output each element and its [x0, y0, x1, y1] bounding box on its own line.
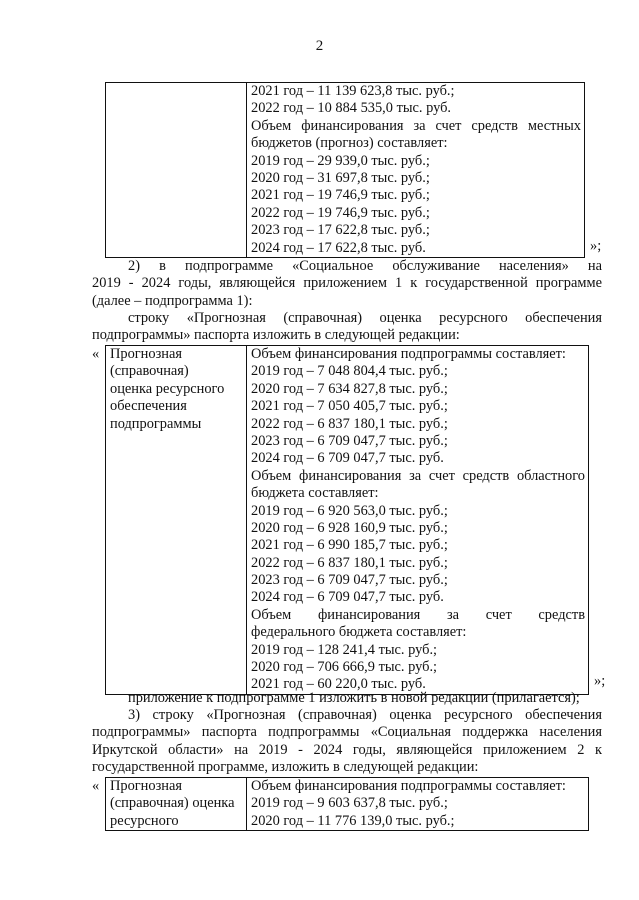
table2-line: 2020 год – 7 634 827,8 тыс. руб.; [251, 380, 448, 397]
table2-line: 2024 год – 6 709 047,7 тыс. руб. [251, 589, 444, 606]
table3-open-quote: « [92, 778, 100, 794]
table1-line: 2019 год – 29 939,0 тыс. руб.; [251, 152, 430, 169]
page-number: 2 [315, 38, 324, 54]
table2-line: 2019 год – 7 048 804,4 тыс. руб.; [251, 363, 448, 380]
table2-line: Объем финансирования за счет средств областного [251, 467, 585, 484]
table1-line: 2023 год – 17 622,8 тыс. руб.; [251, 222, 430, 239]
table3-line: 2020 год – 11 776 139,0 тыс. руб.; [251, 812, 455, 829]
paragraph-row-instruction [92, 310, 602, 345]
table2-left-line: (справочная) [110, 363, 189, 380]
table2-left-line: подпрограммы [110, 415, 202, 432]
table1-close-quote: »; [590, 238, 602, 254]
paragraph-line: (далее – подпрограмма 1): [92, 292, 253, 309]
paragraph-line: Иркутской области» на 2019 - 2024 годы, являющейся приложением 2 к [92, 741, 602, 758]
table3-left-cell [106, 778, 247, 831]
funding-table-subprogram-1 [105, 345, 589, 695]
paragraph-line: подпрограммы» паспорта изложить в следующей редакции: [92, 327, 460, 344]
table2-line: 2020 год – 706 666,9 тыс. руб.; [251, 659, 438, 676]
table2-line: Объем финансирования за счет средств [251, 606, 585, 623]
table2-line: 2020 год – 6 928 160,9 тыс. руб.; [251, 519, 448, 536]
paragraph-line: 2) в подпрограмме «Социальное обслуживание населения» на [128, 258, 602, 274]
paragraph-appendix [92, 690, 602, 707]
table2-line: 2022 год – 6 837 180,1 тыс. руб.; [251, 554, 448, 571]
table2-right-cell [247, 346, 589, 695]
table3-line: Объем финансирования подпрограммы составляет: [251, 778, 566, 794]
table2-line: 2021 год – 60 220,0 тыс. руб. [251, 676, 426, 693]
table2-left-line: обеспечения [110, 398, 187, 415]
table2-left-line: Прогнозная [110, 346, 182, 362]
table3-left-line: Прогнозная [110, 778, 182, 794]
table1-line: Объем финансирования за счет средств местных [251, 117, 581, 134]
table1-line: 2022 год – 19 746,9 тыс. руб.; [251, 204, 430, 221]
table2-line: 2024 год – 6 709 047,7 тыс. руб. [251, 450, 444, 467]
table2-line: 2021 год – 7 050 405,7 тыс. руб.; [251, 398, 448, 415]
table2-line: 2023 год – 6 709 047,7 тыс. руб.; [251, 432, 448, 449]
table1-line: 2020 год – 31 697,8 тыс. руб.; [251, 169, 430, 186]
table2-line: бюджета составляет: [251, 485, 379, 502]
table2-close-quote: »; [594, 673, 606, 689]
paragraph-line: 2019 - 2024 годы, являющейся приложением 1 к государственной программе [92, 275, 602, 292]
table2-line: Объем финансирования подпрограммы составляет: [251, 346, 566, 362]
table2-line: 2022 год – 6 837 180,1 тыс. руб.; [251, 415, 448, 432]
paragraph-line: приложение к подпрограмме 1 изложить в новой редакции (прилагается); [128, 690, 580, 706]
table3-left-line: ресурсного [110, 812, 179, 829]
table2-line: 2019 год – 6 920 563,0 тыс. руб.; [251, 502, 448, 519]
table2-left-cell [106, 346, 247, 695]
table1-right-cell [247, 83, 585, 258]
table2-open-quote: « [92, 346, 100, 362]
table3-line: 2019 год – 9 603 637,8 тыс. руб.; [251, 795, 448, 812]
table3-right-cell [247, 778, 589, 831]
table1-line: 2024 год – 17 622,8 тыс. руб. [251, 239, 426, 256]
table1-left-cell [106, 83, 247, 258]
table3-left-line: (справочная) оценка [110, 795, 235, 812]
paragraph-subprogram-1 [92, 258, 602, 310]
table2-line: 2019 год – 128 241,4 тыс. руб.; [251, 641, 438, 658]
table1-line: бюджетов (прогноз) составляет: [251, 135, 448, 152]
paragraph-subprogram-2 [92, 707, 602, 777]
funding-table-subprogram-2 [105, 777, 589, 831]
table2-line: федерального бюджета составляет: [251, 624, 467, 641]
table2-line: 2023 год – 6 709 047,7 тыс. руб.; [251, 572, 448, 589]
paragraph-line: подпрограммы» паспорта подпрограммы «Социальная поддержка населения [92, 724, 602, 741]
table2-left-line: оценка ресурсного [110, 380, 225, 397]
table1-line: 2021 год – 19 746,9 тыс. руб.; [251, 187, 430, 204]
paragraph-line: 3) строку «Прогнозная (справочная) оценка ресурсного обеспечения [128, 707, 602, 723]
table1-line: 2021 год – 11 139 623,8 тыс. руб.; [251, 83, 455, 99]
table2-line: 2021 год – 6 990 185,7 тыс. руб.; [251, 537, 448, 554]
funding-table-continuation [105, 82, 585, 258]
paragraph-line: государственной программе, изложить в следующей редакции: [92, 759, 479, 776]
table1-line: 2022 год – 10 884 535,0 тыс. руб. [251, 100, 452, 117]
paragraph-line: строку «Прогнозная (справочная) оценка ресурсного обеспечения [128, 310, 602, 326]
